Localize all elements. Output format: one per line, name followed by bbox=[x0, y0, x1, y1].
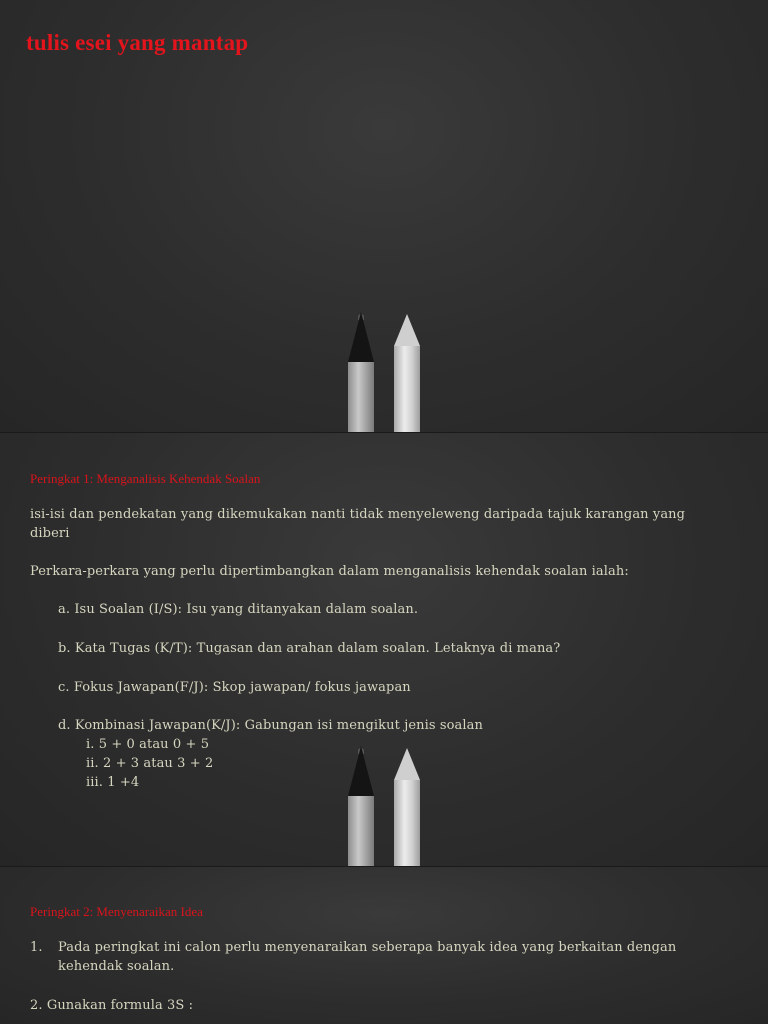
slide-3 bbox=[0, 867, 768, 1024]
slide-title: tulis esei yang mantap bbox=[26, 30, 249, 55]
list-item: 2. Gunakan formula 3S : bbox=[30, 998, 194, 1013]
list-item: a. Isu Soalan (I/S): Isu yang ditanyakan dalam soalan. bbox=[58, 602, 419, 617]
list-item: b. Kata Tugas (K/T): Tugasan dan arahan dalam soalan. Letaknya di mana? bbox=[58, 641, 561, 656]
black-pencil bbox=[348, 312, 374, 432]
sub-list-item: ii. 2 + 3 atau 3 + 2 bbox=[86, 756, 214, 771]
white-pencil bbox=[394, 746, 420, 866]
paragraph-line: isi-isi dan pendekatan yang dikemukakan nanti tidak menyeleweng daripada tajuk karangan yang bbox=[30, 507, 686, 522]
pencils-image bbox=[346, 746, 436, 866]
list-item-line: Pada peringkat ini calon perlu menyenaraikan seberapa banyak idea yang berkaitan dengan bbox=[58, 940, 677, 955]
list-item: c. Fokus Jawapan(F/J): Skop jawapan/ fokus jawapan bbox=[58, 680, 411, 695]
list-item: d. Kombinasi Jawapan(K/J): Gabungan isi mengikut jenis soalan bbox=[58, 718, 483, 733]
section-heading: Peringkat 1: Menganalisis Kehendak Soalan bbox=[30, 471, 261, 486]
black-pencil bbox=[348, 746, 374, 866]
slide-2 bbox=[0, 433, 768, 866]
pencils-image bbox=[346, 312, 436, 432]
paragraph-line: diberi bbox=[30, 526, 70, 541]
slide-1 bbox=[0, 0, 768, 432]
sub-list-item: i. 5 + 0 atau 0 + 5 bbox=[86, 737, 210, 752]
list-number: 1. bbox=[30, 940, 43, 955]
section-heading: Peringkat 2: Menyenaraikan Idea bbox=[30, 904, 203, 919]
list-item-line: kehendak soalan. bbox=[58, 959, 175, 974]
sub-list-item: iii. 1 +4 bbox=[86, 775, 140, 790]
white-pencil bbox=[394, 312, 420, 432]
paragraph: Perkara-perkara yang perlu dipertimbangkan dalam menganalisis kehendak soalan ialah: bbox=[30, 564, 629, 579]
